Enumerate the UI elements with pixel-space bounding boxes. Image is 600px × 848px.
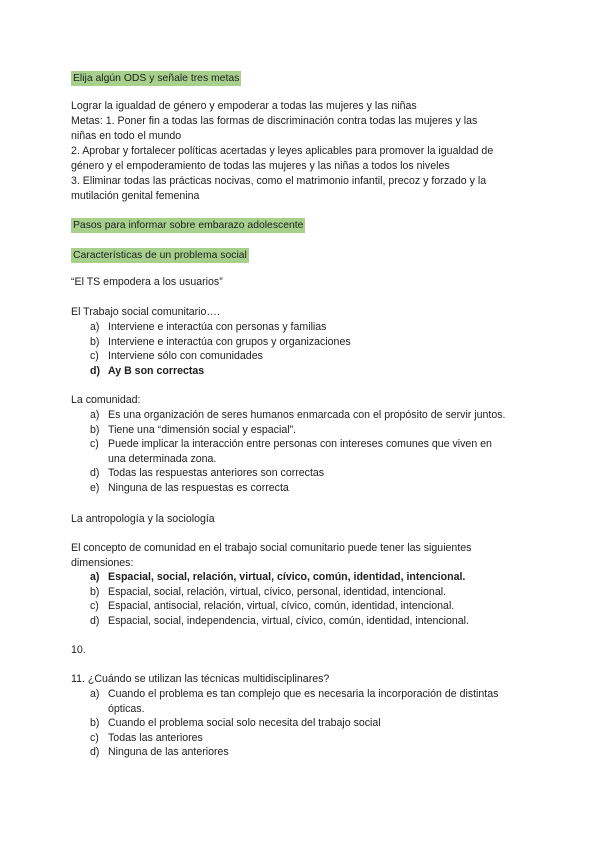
option-item: d) Espacial, social, independencia, virtual, cívico, común, identidad, intencional. — [90, 614, 469, 627]
option-item: c) Todas las anteriores — [90, 731, 203, 744]
option-item: c) Espacial, antisocial, relación, virtual, cívico, común, identidad, intencional. — [90, 600, 455, 613]
question-line: El concepto de comunidad en el trabajo social comunitario puede tener las siguientes — [71, 542, 472, 554]
question-comunidad: La comunidad: — [71, 394, 141, 406]
antropologia-text: La antropología y la sociología — [71, 513, 215, 525]
ods-block — [71, 99, 533, 204]
option-item: e) Ninguna de las respuestas es correcta — [90, 481, 289, 494]
options-11 — [71, 687, 533, 760]
heading-ods: Elija algún ODS y señale tres metas — [73, 73, 240, 84]
option-item: a) Es una organización de seres humanos enmarcada con el propósito de servir juntos. — [90, 409, 506, 421]
metas-line: 2. Aprobar y fortalecer políticas acertadas y leyes aplicables para promover la igualdad de — [71, 145, 494, 157]
metas-line: género y el empoderamiento de todas las mujeres y las niñas a todos los niveles — [71, 160, 450, 172]
option-item: d) Todas las respuestas anteriores son correctas — [90, 467, 325, 480]
metas-line: mutilación genital femenina — [71, 190, 200, 202]
option-item: b) Tiene una “dimensión social y espacial”. — [90, 423, 297, 436]
option-item: c) Interviene sólo con comunidades — [90, 350, 263, 363]
question-concepto — [71, 541, 533, 571]
options-trabajo-social — [71, 320, 533, 378]
options-comunidad — [71, 408, 533, 496]
option-item-correct: a) Espacial, social, relación, virtual, cívico, común, identidad, intencional. — [90, 571, 466, 583]
option-item: a) Interviene e interactúa con personas y familias — [90, 321, 327, 333]
metas-line: 3. Eliminar todas las prácticas nocivas, como el matrimonio infantil, precoz y forzado y la — [71, 175, 487, 187]
option-item: a) Cuando el problema es tan complejo que es necesaria la incorporación de distintas ópticas. — [90, 688, 499, 715]
option-item: b) Cuando el problema social solo necesita del trabajo social — [90, 717, 381, 730]
quote-text: “El TS empodera a los usuarios” — [71, 276, 223, 288]
option-item: b) Espacial, social, relación, virtual, cívico, personal, identidad, intencional. — [90, 585, 447, 598]
heading-problema-social: Características de un problema social — [73, 250, 247, 261]
metas-line: Metas: 1. Poner fin a todas las formas de discriminación contra todas las mujeres y las — [71, 115, 478, 127]
metas-line: niñas en todo el mundo — [71, 130, 182, 142]
options-concepto — [71, 570, 533, 628]
question-line: dimensiones: — [71, 557, 134, 569]
item-10: 10. — [71, 644, 86, 656]
option-item: b) Interviene e interactúa con grupos y organizaciones — [90, 335, 351, 348]
question-11: 11. ¿Cuándo se utilizan las técnicas multidisciplinares? — [71, 673, 330, 685]
question-trabajo-social: El Trabajo social comunitario…. — [71, 306, 220, 318]
option-item: c) Puede implicar la interacción entre personas con intereses comunes que viven en una determinada zona. — [90, 438, 492, 465]
option-item: d) Ninguna de las anteriores — [90, 746, 229, 759]
goal-title: Lograr la igualdad de género y empoderar a todas las mujeres y las niñas — [71, 100, 417, 112]
heading-embarazo: Pasos para informar sobre embarazo adolescente — [73, 220, 304, 231]
option-item-correct: d) Ay B son correctas — [90, 364, 205, 377]
